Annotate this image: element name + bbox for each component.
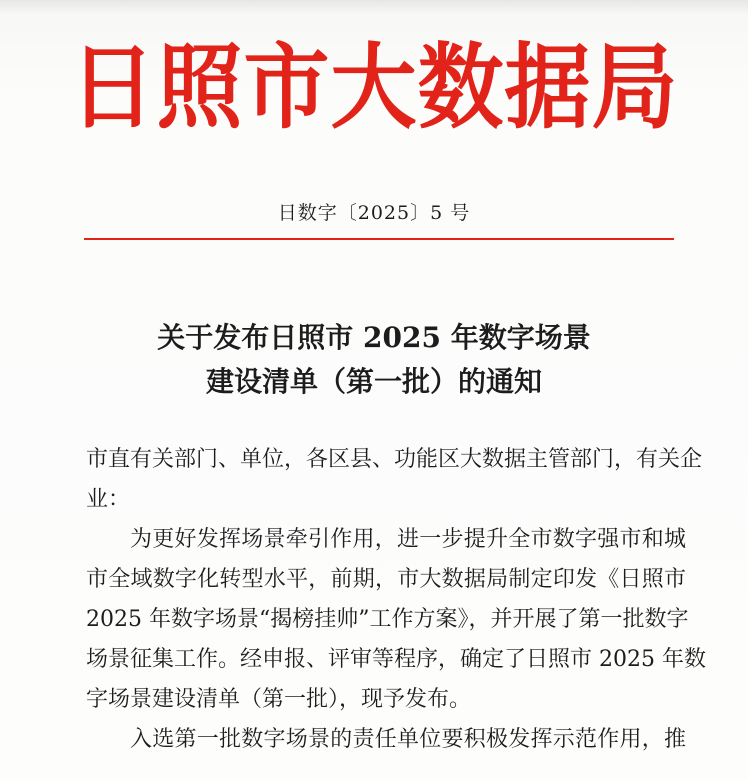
document-body (86, 440, 706, 760)
paragraph-1-line-4: 场景征集工作。经申报、评审等程序，确定了日照市 2025 年数 (86, 647, 706, 672)
paragraph-1-line-3: 2025 年数字场景“揭榜挂帅”工作方案》，并开展了第一批数字 (86, 607, 689, 632)
paragraph-1-line-1: 为更好发挥场景牵引作用，进一步提升全市数字强市和城 (130, 527, 686, 552)
salutation-line-1: 市直有关部门、单位，各区县、功能区大数据主管部门，有关企 (86, 447, 703, 472)
salutation (86, 440, 703, 520)
red-separator-line (84, 238, 674, 240)
paragraph-2-line-1: 入选第一批数字场景的责任单位要积极发挥示范作用，推 (130, 727, 686, 752)
scan-edge-shadow (0, 0, 748, 14)
paragraph-1-line-5: 字场景建设清单（第一批），现予发布。 (86, 687, 472, 712)
paragraph-1-line-2: 市全域数字化转型水平，前期，市大数据局制定印发《日照市 (86, 567, 686, 592)
page-bottom-edge (0, 765, 748, 780)
title-line-1: 关于发布日照市 2025 年数字场景 (157, 321, 591, 354)
salutation-line-2: 业： (86, 487, 131, 512)
document-number: 日数字〔2025〕5 号 (277, 202, 471, 224)
paragraph-1 (86, 520, 706, 720)
issuing-authority-masthead: 日照市大数据局 (69, 33, 679, 142)
title-line-2: 建设清单（第一批）的通知 (205, 365, 542, 398)
paragraph-2 (86, 720, 686, 760)
document-title (0, 316, 748, 404)
